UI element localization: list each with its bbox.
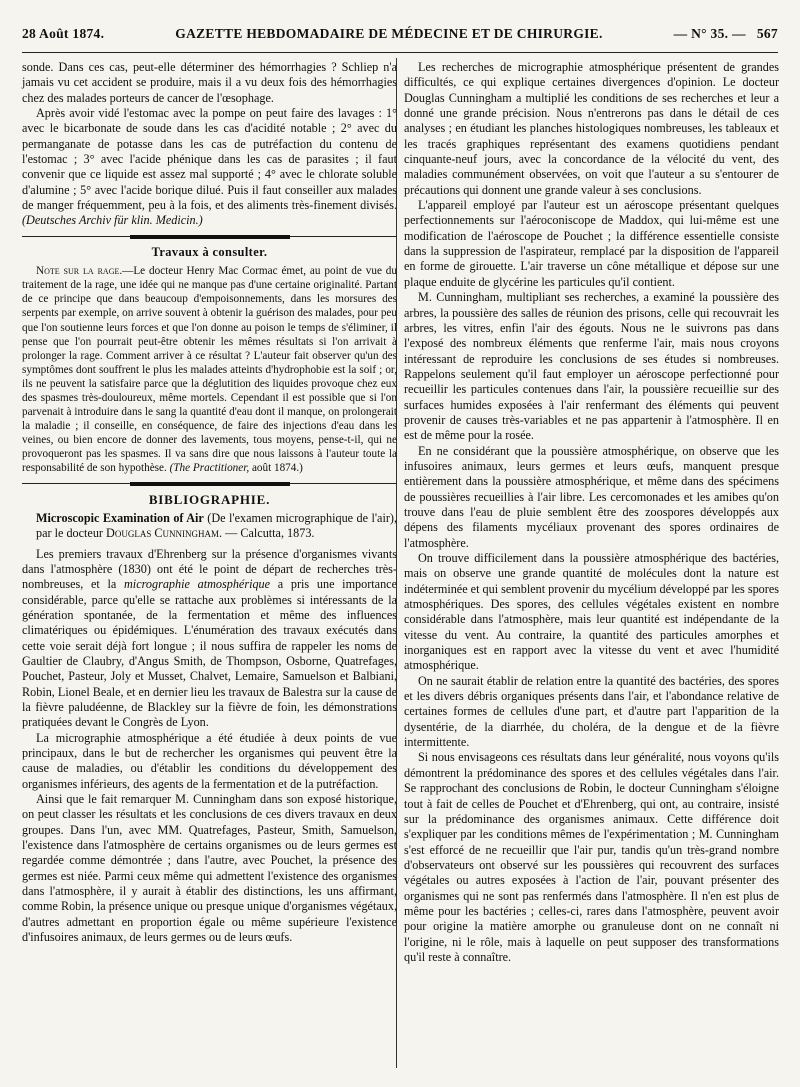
paragraph-text: Les premiers travaux d'Ehrenberg sur la présence d'organismes vivants dans l'atmosphère (1830) ont été le point de départ de recherches très-nombreuses, et la <box>22 546 397 592</box>
paragraph: Ainsi que le fait remarquer M. Cunningham dans son exposé historique, on peut classer les résultats et les conclusions de ces divers travaux en deux groupes. Dans l'un, avec MM. Quatrefages, Pasteur, Smith, Samuelson, l'existence dans l'atmosphère de certains organismes ou de leurs germes est regardée comme démontrée ; dans l'autre, avec Pouchet, la présence des germes est niée. Parmi ceux même qui admettent l'existence des organismes dans l'atmosphère, il y aurait à établir des distinctions, les uns affirmant, comme Robin, la présence unique ou presque unique d'organismes végétaux, d'autres admettant en proportion égale ou même supérieure l'existence d'infusoires animaux, de leurs germes ou de leurs œufs. <box>22 792 397 945</box>
paragraph: sonde. Dans ces cas, peut-elle déterminer des hémorrhagies ? Schliep n'a jamais vu cet accident se produire, mais il a vu deux fois des hémorrhagies chez des malades porteurs de cancer de l'œsophage. <box>22 60 397 105</box>
note-source: (The Practitioner, <box>169 462 250 475</box>
note-text: —Le docteur Henry Mac Cormac émet, au point de vue du traitement de la rage, une idée qui ne manque pas d'une certaine originalité. Partant de ce principe que dans beaucoup d'empoisonnements, dans les morsures des serpents par exemple, on arrive souvent à obtenir la guérison des malades, pour peu que l'on soutienne leurs forces et que l'on donne au poison le temps de s'éliminer, il pense que l'on pourrait peut-être obtenir les mêmes résultats si l'on arrivait à prolonger la rage. Comment arriver à ce résultat ? L'auteur fait observer qu'un des symptômes dont souffrent le plus les malades atteints d'hydrophobie est la soif ; or, ils ne peuvent la satisfaire parce que la déglutition des liquides provoque chez eux des spasmes très-douloureux, même mortels. Cependant il est possible que si l'on parvenait à introduire dans le sang la quantité d'eau dont il manque, on prolongerait la maladie ; il conseille, en conséquence, de faire des injections d'eau dans les veines, ou bien encore de donner des lavements, tous moyens, pense-t-il, qui ne provoqueront pas les spasmes. Il va sans dire que nous laissons à l'auteur toute la responsabilité de son hypothèse. <box>22 265 397 475</box>
section-title-travaux: Travaux à consulter. <box>151 244 268 259</box>
paragraph <box>22 106 397 229</box>
note-date: août 1874.) <box>251 462 303 475</box>
paragraph: La micrographie atmosphérique a été étudiée à deux points de vue principaux, dans le but de rechercher les organismes qui peuvent être la cause de maladies, ou d'établir les conditions du développement des organismes inférieurs, des agents de la fermentation et de la putréfaction. <box>22 730 397 791</box>
reference-description: (De l'examen micrographique de l'air), par le docteur <box>36 510 398 541</box>
paragraph <box>22 547 397 731</box>
header-date: 28 Août 1874. <box>22 26 105 41</box>
reference-title: Microscopic Examination of Air <box>36 510 204 525</box>
paragraph: On ne saurait établir de relation entre la quantité des bactéries, des spores et les divers débris organiques présents dans l'air, et l'abondance relative de certaines formes de cellules d'une part, et d'autre part l'apparition de la dysentérie, de la diarrhée, du choléra, de la dengue et de la fièvre intermittente. <box>404 673 779 750</box>
paragraph: Si nous envisageons ces résultats dans leur généralité, nous voyons qu'ils démontrent la prédominance des spores et des cellules végétales dans l'air. Se rapprochant des conclusions de Robin, le docteur Cunningham s'éloigne tout à fait de celles de Pouchet et d'Ehrenberg, qui ont, au contraire, insisté sur la prédominance des organismes animaux. Cette différence doit s'expliquer par les conditions mêmes de l'expérimentation ; M. Cunningham s'est efforcé de ne recueillir que l'air pur, tandis qu'un très-grand nombre d'observateurs ont observé sur les poussières qui recouvrent des surfaces végétales ou autres exposées à l'action de l'air, pouvant présenter des organismes qui ne sont pas renfermés dans l'atmosphère. Il n'en est plus de même pour les bactéries ; celles-ci, rares dans l'atmosphère, peuvent avoir pour origine la matière amorphe ou granuleuse dont on ne connaît ni l'origine, ni le rôle, mais à laquelle on peut supposer des transformations qu'il reste à connaître. <box>404 750 779 964</box>
header-rule <box>22 52 778 53</box>
header-issue <box>674 26 778 42</box>
paragraph: M. Cunningham, multipliant ses recherches, a examiné la poussière des arbres, la poussière des salles de réunion des prisons, celle qui recouvrait les arbres, les vitres, enfin l'air des égouts. Nous ne le suivrons pas dans l'exposé des nombreux éléments que renferme l'air, mais nous croyons intéressant de reproduire les conclusions de ses études si nombreuses. Rappelons seulement qu'il faut employer un aéroscope perfectionné pour recueillir les particules contenues dans l'air, la poussière recueillie sur des surfaces humides exposées à l'air renfermant des éléments qui peuvent provenir de causes très-variables et ne pas appartenir à l'atmosphère. Il en est de même pour la rosée. <box>404 290 779 443</box>
left-column <box>22 60 397 946</box>
bibliography-reference <box>22 511 397 542</box>
note-paragraph <box>22 264 397 475</box>
section-title-bibliographie: BIBLIOGRAPHIE. <box>148 491 271 507</box>
section-rule <box>22 482 397 486</box>
running-header <box>22 26 778 48</box>
paragraph-text: Après avoir vidé l'estomac avec la pompe on peut faire des lavages : 1° avec le bicarbonate de soude dans les cas d'acidité notable ; 2° avec du permanganate de potasse dans les cas de putréfaction du contenu de l'estomac ; 3° avec l'acide phénique dans les cas de parasites ; il faut convenir que ce liquide est assez mal supporté ; 4° avec le chlorate soluble d'alumine ; 5° avec l'acide borique dilué. Puis il faut conseiller aux malades de manger fréquemment, peu à la fois, et des aliments très-finement divisés. <box>22 106 397 213</box>
section-rule <box>22 235 397 239</box>
note-label: Note sur la rage. <box>36 265 123 278</box>
reference-author: Douglas Cunningham. <box>106 526 223 541</box>
paragraph: On trouve difficilement dans la poussière atmosphérique des bactéries, mais on observe une grande quantité de molécules dont la nature est indéterminée et qui semblent provenir du mycélium développé par les spores atmosphériques. Des spores, des cellules végétales existent en nombre considérable dans l'atmosphère, mais leur quantité est indépendante de la vitesse du vent. Au contraire, la quantité des particules amorphes et inorganiques est en rapport avec la vitesse du vent et avec l'humidité atmosphérique. <box>404 551 779 673</box>
paragraph: L'appareil employé par l'auteur est un aéroscope présentant quelques perfectionnements sur l'aéroconiscope de Maddox, qui lui-même est une modification de l'aéroscope de Pouchet ; la différence essentielle consiste dans la suppression de l'aspirateur, remplacé par la disposition de l'appareil en forme de girouette. L'air traverse un cône métallique et dépose sur une plaque enduite de glycérine les particules qu'il contient. <box>404 198 779 289</box>
paragraph: En ne considérant que la poussière atmosphérique, on observe que les infusoires animaux, leurs germes et leurs œufs, manquent presque entièrement dans la poussière atmosphérique, et même dans des spécimens de poussières recueillies à l'air libre. Les cercomonades et les amibes qu'on trouve dans l'eau de pluie semblent être des zoospores développés aux dépens des filaments mycéliaux provenant des spores ordinaires de l'atmosphère. <box>404 443 779 550</box>
paragraph-text: a pris une importance considérable, parce qu'elle se rattache aux problèmes si intéressants de la génération spontanée, de la fermentation et même des influences climatériques ou épidémiques. L'énumération des travaux exécutés dans cette voie serait déjà fort longue ; il nous suffira de rappeler les noms de Gaultier de Claubry, d'Angus Smith, de Thompson, Osborne, Quatrefages, Pouchet, Pasteur, Joly et Musset, Chalvet, Lemaire, Samuelson et Balbiani, Robin, Lionel Beale, et en dernier lieu les travaux de Balestra sur la cause de la fièvre paludéenne, de Blackley sur la fièvre de foin, les démonstrations pratiquées devant le Congrès de Lyon. <box>22 577 398 730</box>
source-citation: (Deutsches Archiv für klin. Medicin.) <box>22 213 203 228</box>
header-page-number: 567 <box>756 26 778 41</box>
header-title: GAZETTE HEBDOMADAIRE DE MÉDECINE ET DE CHIRURGIE. <box>175 26 603 41</box>
reference-place: — Calcutta, 1873. <box>225 526 315 541</box>
header-issue-number: — N° 35. — <box>673 26 746 41</box>
paragraph-emphasis: micrographie atmosphérique <box>124 577 271 592</box>
paragraph: Les recherches de micrographie atmosphérique présentent de grandes difficultés, ce qui explique certaines divergences d'opinion. Le docteur Douglas Cunningham a multiplié les conditions de ses recherches et leur a donné une grande précision. Nous n'entrerons pas dans le détail de ces analyses ; en étudiant les planches histologiques nombreuses, les tableaux et les tracés graphiques représentant des examens quotidiens pendant cinquante-neuf jours, avec la concordance de la vélocité du vent, des maladies communément observées, on voit que l'auteur a su s'entourer de précautions qui donnent une grande valeur à ses conclusions. <box>404 60 779 197</box>
right-column <box>404 60 779 965</box>
